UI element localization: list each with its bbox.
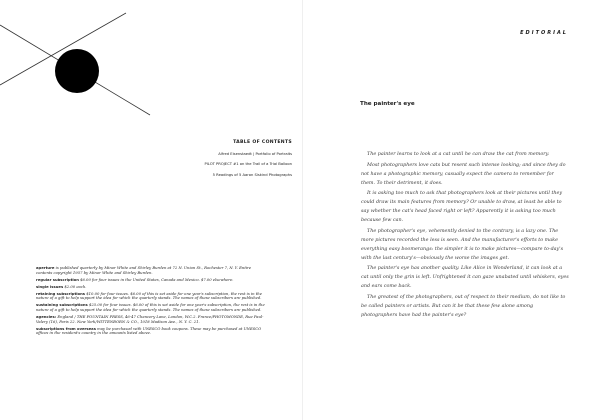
toc-title: TABLE OF CONTENTS [233, 140, 292, 145]
article-paragraph: Most photographers love cats but resent such intense looking; and since they do not have a photographic memory, casually expect the camera to remember for them. To their detriment, it does. [361, 161, 566, 186]
article-title: The painter's eye [360, 101, 415, 107]
article-paragraph: The painter's eye has another quality. Like Alice in Wonderland, it can look at a cat until only the grin is left. Unfrightened it can gaze unabated until whiskers, eyes and ears come back. [361, 265, 569, 289]
article-body [361, 150, 569, 321]
article-paragraph: The painter learns to look at a cat until he can draw the cat from memory. [367, 151, 550, 157]
toc-item: Alfred Eisenstaedt | Portfolio of Portraits [218, 152, 292, 156]
article-paragraph: The greatest of the photographers, out of respect to their medium, do not like to be called painters or artists. But can it be that these few alone among photographers have had the painter's eye? [361, 293, 566, 318]
colophon-paragraph: aperture is published quarterly by Minor White and Shirley Burden at 72 N. Union St., Rochester 7, N. Y. Entire contents copyright 1957 by Minor White and Shirley Burden. [36, 266, 252, 275]
colophon [36, 266, 266, 338]
aperture-logo [0, 0, 302, 140]
section-header: EDITORIAL [520, 30, 568, 36]
toc-item: 5 Readings of 5 Aaron Siskind Photographs [212, 172, 292, 177]
colophon-paragraph: sustaining subscriptions $25.00 for four issues. $6.00 of this is set aside for one year's subscription, the rest is in the nature of a gift to help support the idea for which the quarterly stands. The names of these subscribers are published. [36, 303, 265, 312]
colophon-paragraph: retaining subscriptions $10.00 for four issues. $6.00 of this is set aside for one year's subscription, the rest is in the nature of a gift to help support the idea for which the quarterly stands. The names of these subscribers are published. [36, 291, 262, 301]
colophon-paragraph: subscriptions from overseas may be purchased with UNESCO book coupons. These may be purchased at UNESCO offices in the resident's country in the amounts listed above. [36, 326, 262, 336]
table-of-contents [92, 140, 292, 183]
colophon-paragraph: single issues $2.00 each. [36, 284, 87, 289]
toc-item: PILOT PROJECT #1 on the Trail of a Trial Balloon [204, 162, 292, 167]
article-paragraph: The photographer's eye, vehemently denied to the contrary, is a lazy one. The more pictures recorded the less is seen. And the manufacturer's efforts to make everything easy boomerangs: the simpler it is to make pictures—compare to-day's with the last century's—obviously the worse the images get. [361, 227, 564, 261]
colophon-paragraph: regular subscription $6.00 for four issues in the United States, Canada and Mexico. $7.00 elsewhere. [36, 277, 234, 282]
article-paragraph: It is asking too much to ask that photographers look at their pictures until they could draw its main features from memory? Or unable to draw, at least be able to say whether the cat's head faced right or left? Apparently it is asking too much because few can. [361, 190, 563, 223]
page-gutter [302, 0, 303, 420]
colophon-paragraph: agencies: England / THE FOUNTAIN PRESS, 46-47 Chancery Lane, London, W.C.2. France/PHOTOMONDE, Rue Paul-Valery (16), Paris 22. New York/WITTENBORN & CO., 1018 Madison Ave., N. Y. C. 21. [36, 314, 264, 324]
motif-circle [55, 49, 99, 93]
